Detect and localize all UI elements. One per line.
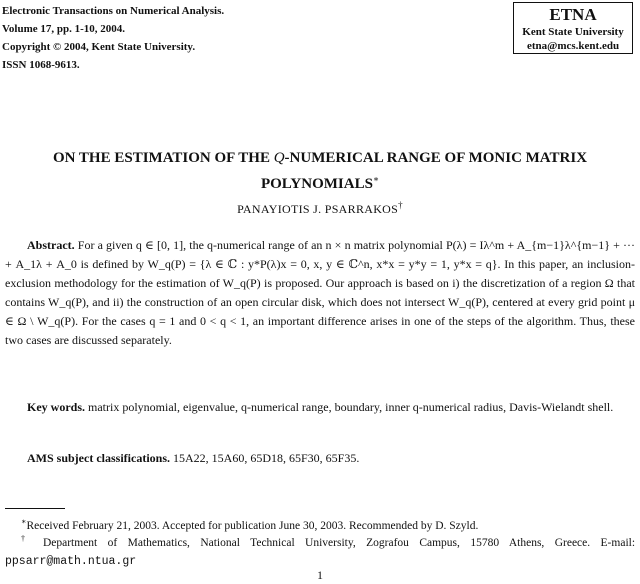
footnote-affiliation [5, 530, 635, 571]
fn2-text: Department of Mathematics, National Technical University, Zografou Campus, 15780 Athens, Greece. E-mail: [42, 536, 636, 549]
etna-email: etna@mcs.kent.edu [526, 40, 620, 52]
fn1-text: Received February 21, 2003. Accepted for publication June 30, 2003. Recommended by D. Szyld. [26, 519, 479, 532]
author-name: PANAYIOTIS J. PSARRAKOS [237, 202, 399, 216]
ams-classifications [5, 449, 635, 468]
etna-university: Kent State University [522, 26, 624, 38]
ams-text: 15A22, 15A60, 65D18, 65F30, 65F35. [173, 451, 360, 465]
author-footnote-mark: † [398, 200, 403, 210]
title-part2: -NUMERICAL RANGE OF MONIC MATRIX [284, 150, 588, 166]
abstract-text: For a given q ∈ [0, 1], the q-numerical range of an n × n matrix polynomial P(λ) = Iλ^m + A_{m−1}λ^{m−1} + ··· + A_1λ + A_0 is defined by W_q(P) = {λ ∈ ℂ : y*P(λ)x = 0, x, y ∈ ℂ^n, x*x = y*y = 1, y*x = q}. In this paper, an inclusion-exclusion methodology for the estimation of W_q(P) is proposed. Our approach is based on i) the discretization of a region Ω that contains W_q(P), and ii) the construction of an open circular disk, which does not intersect W_q(P), centered at every grid point μ ∈ Ω \ W_q(P). For the cases q = 1 and 0 < q < 1, an important difference arises in one of the steps of the algorithm. Thus, these two cases are discussed separately. [5, 238, 636, 347]
etna-box [513, 2, 633, 54]
page-number: 1 [317, 568, 323, 582]
title-part1: ON THE ESTIMATION OF THE [52, 150, 274, 166]
title-footnote-mark: ∗ [372, 174, 380, 184]
etna-name: ETNA [549, 5, 597, 24]
author [0, 200, 640, 217]
issn: ISSN 1068-9613. [2, 59, 80, 71]
journal-info [2, 2, 224, 74]
author-email: ppsarr@math.ntua.gr [5, 554, 137, 568]
footnote-rule [5, 508, 65, 509]
journal-name: Electronic Transactions on Numerical Analysis. [2, 5, 225, 17]
title-line2: POLYNOMIALS [260, 176, 373, 192]
paper-title [0, 148, 640, 195]
fn1-mark: ∗ [21, 517, 27, 526]
keywords [5, 398, 635, 417]
fn2-mark: † [21, 534, 33, 543]
volume-info: Volume 17, pp. 1-10, 2004. [2, 23, 126, 35]
keywords-lead: Key words. [27, 400, 85, 414]
copyright: Copyright © 2004, Kent State University. [2, 41, 196, 53]
keywords-text: matrix polynomial, eigenvalue, q-numerical range, boundary, inner q-numerical radius, Davis-Wielandt shell. [88, 400, 614, 414]
ams-lead: AMS subject classifications. [27, 451, 170, 465]
title-q: Q [273, 150, 285, 166]
abstract-lead: Abstract. [27, 238, 75, 252]
abstract [5, 236, 635, 350]
